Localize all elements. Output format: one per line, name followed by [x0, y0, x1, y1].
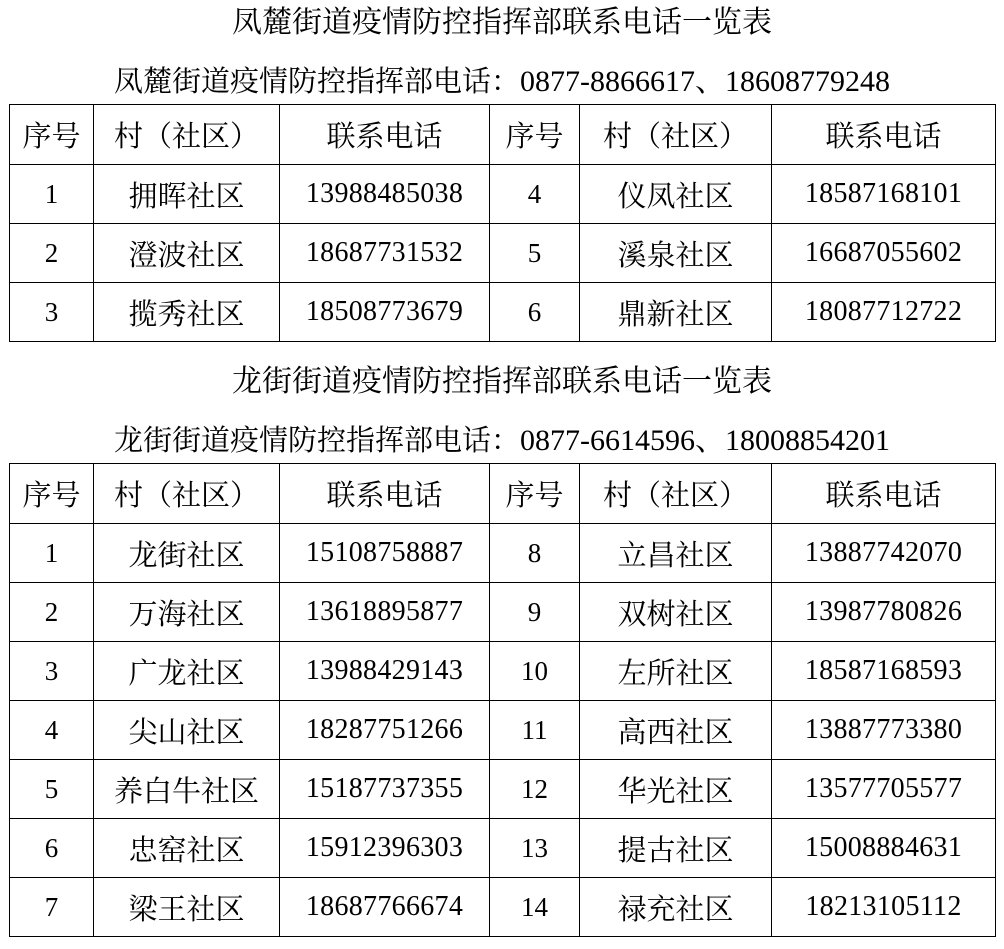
serial-cell: 11 [490, 701, 580, 760]
phone-cell: 18213105112 [772, 878, 996, 937]
community-cell: 揽秀社区 [94, 283, 280, 342]
header-phone: 联系电话 [772, 105, 996, 165]
phone-cell: 15187737355 [280, 760, 490, 819]
community-cell: 万海社区 [94, 583, 280, 642]
community-cell: 仪凤社区 [580, 165, 772, 224]
phone-cell: 13988429143 [280, 642, 490, 701]
table-row [10, 819, 996, 878]
table-header-row [10, 105, 996, 165]
serial-cell: 7 [10, 878, 94, 937]
header-phone: 联系电话 [772, 464, 996, 524]
section-2-hotline [0, 420, 1004, 461]
phone-cell: 18687731532 [280, 224, 490, 283]
phone-cell: 13618895877 [280, 583, 490, 642]
serial-cell: 6 [490, 283, 580, 342]
community-cell: 溪泉社区 [580, 224, 772, 283]
hotline-label: 凤麓街道疫情防控指挥部电话： [113, 64, 520, 98]
serial-cell: 2 [10, 224, 94, 283]
phone-cell: 13988485038 [280, 165, 490, 224]
header-community: 村（社区） [94, 105, 280, 165]
serial-cell: 1 [10, 524, 94, 583]
community-cell: 尖山社区 [94, 701, 280, 760]
community-cell: 禄充社区 [580, 878, 772, 937]
section-2-contact-table [9, 463, 996, 937]
phone-cell: 18087712722 [772, 283, 996, 342]
hotline-numbers: 0877-6614596、18008854201 [520, 424, 890, 457]
community-cell: 拥晖社区 [94, 165, 280, 224]
serial-cell: 6 [10, 819, 94, 878]
community-cell: 澄波社区 [94, 224, 280, 283]
community-cell: 立昌社区 [580, 524, 772, 583]
community-cell: 广龙社区 [94, 642, 280, 701]
table-header-row [10, 464, 996, 524]
header-serial: 序号 [10, 105, 94, 165]
section-1-contact-table [9, 104, 996, 342]
section-1-hotline [0, 61, 1004, 102]
phone-cell: 13887773380 [772, 701, 996, 760]
serial-cell: 14 [490, 878, 580, 937]
table-row [10, 283, 996, 342]
community-cell: 华光社区 [580, 760, 772, 819]
header-serial: 序号 [490, 105, 580, 165]
phone-cell: 18508773679 [280, 283, 490, 342]
community-cell: 双树社区 [580, 583, 772, 642]
community-cell: 左所社区 [580, 642, 772, 701]
table-row [10, 760, 996, 819]
phone-cell: 15912396303 [280, 819, 490, 878]
phone-cell: 16687055602 [772, 224, 996, 283]
header-serial: 序号 [490, 464, 580, 524]
serial-cell: 4 [490, 165, 580, 224]
phone-cell: 13987780826 [772, 583, 996, 642]
table-row [10, 165, 996, 224]
phone-cell: 15008884631 [772, 819, 996, 878]
header-serial: 序号 [10, 464, 94, 524]
phone-cell: 13577705577 [772, 760, 996, 819]
community-cell: 龙街社区 [94, 524, 280, 583]
phone-cell: 18687766674 [280, 878, 490, 937]
header-community: 村（社区） [94, 464, 280, 524]
community-cell: 鼎新社区 [580, 283, 772, 342]
header-phone: 联系电话 [280, 105, 490, 165]
serial-cell: 3 [10, 642, 94, 701]
table-row [10, 878, 996, 937]
header-phone: 联系电话 [280, 464, 490, 524]
phone-cell: 13887742070 [772, 524, 996, 583]
serial-cell: 10 [490, 642, 580, 701]
serial-cell: 8 [490, 524, 580, 583]
phone-cell: 18587168101 [772, 165, 996, 224]
serial-cell: 3 [10, 283, 94, 342]
community-cell: 梁王社区 [94, 878, 280, 937]
community-cell: 养白牛社区 [94, 760, 280, 819]
header-community: 村（社区） [580, 464, 772, 524]
section-2-title: 龙街街道疫情防控指挥部联系电话一览表 [232, 364, 772, 399]
section-1-title: 凤麓街道疫情防控指挥部联系电话一览表 [232, 5, 772, 40]
table-row [10, 583, 996, 642]
table-row [10, 524, 996, 583]
serial-cell: 12 [490, 760, 580, 819]
serial-cell: 13 [490, 819, 580, 878]
phone-cell: 18287751266 [280, 701, 490, 760]
serial-cell: 5 [10, 760, 94, 819]
table-row [10, 701, 996, 760]
serial-cell: 5 [490, 224, 580, 283]
community-cell: 提古社区 [580, 819, 772, 878]
community-cell: 忠窑社区 [94, 819, 280, 878]
community-cell: 高西社区 [580, 701, 772, 760]
phone-cell: 18587168593 [772, 642, 996, 701]
header-community: 村（社区） [580, 105, 772, 165]
hotline-label: 龙街街道疫情防控指挥部电话： [113, 423, 520, 457]
serial-cell: 9 [490, 583, 580, 642]
serial-cell: 4 [10, 701, 94, 760]
serial-cell: 2 [10, 583, 94, 642]
phone-cell: 15108758887 [280, 524, 490, 583]
hotline-numbers: 0877-8866617、18608779248 [520, 65, 890, 98]
table-row [10, 642, 996, 701]
table-row [10, 224, 996, 283]
serial-cell: 1 [10, 165, 94, 224]
